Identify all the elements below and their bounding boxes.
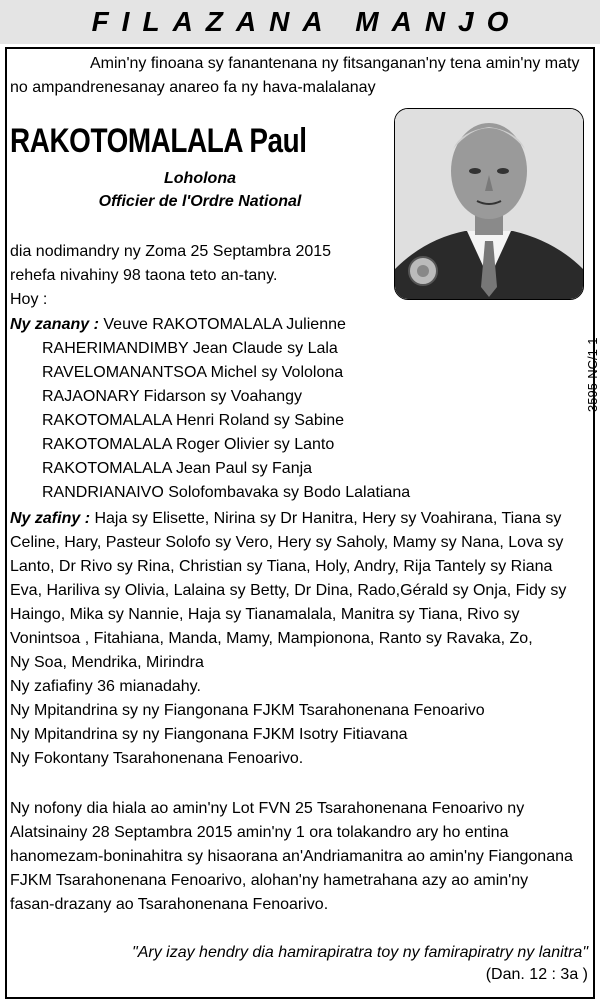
child-item: RAVELOMANANTSOA Michel sy Vololona: [42, 364, 344, 381]
grandchildren-line: [10, 507, 590, 531]
grandchildren-line: Ny Soa, Mendrika, Mirindra: [10, 654, 204, 671]
other-line: Ny Mpitandrina sy ny Fiangonana FJKM Tsarahonenana Fenoarivo: [10, 702, 485, 719]
child-item: RAKOTOMALALA Roger Olivier sy Lanto: [42, 436, 335, 453]
funeral-line: fasan-drazany ao Tsarahonenana Fenoarivo.: [10, 896, 329, 913]
deceased-title-1: Loholona: [164, 170, 236, 187]
header-title: FILAZANA MANJO: [91, 6, 522, 37]
ad-code: 3595-NC/1-1: [585, 337, 600, 412]
intro-line-1: Amin'ny finoana sy fanantenana ny fitsanganan'ny tena amin'ny maty: [90, 55, 580, 72]
child-item: RAHERIMANDIMBY Jean Claude sy Lala: [42, 340, 338, 357]
deceased-title-2: Officier de l'Ordre National: [98, 193, 302, 210]
child-item: RAKOTOMALALA Jean Paul sy Fanja: [42, 460, 313, 477]
intro-line-2: no ampandrenesanay anareo fa ny hava-malalanay: [10, 79, 376, 96]
portrait-icon: [395, 109, 583, 299]
funeral-line: Ny nofony dia hiala ao amin'ny Lot FVN 25 Tsarahonenana Fenoarivo ny: [10, 800, 525, 817]
children-first-line: [10, 313, 346, 337]
grandchildren-text: Haja sy Elisette, Nirina sy Dr Hanitra, Hery sy Voahirana, Tiana sy: [94, 510, 562, 527]
grandchildren-line: Lanto, Dr Rivo sy Rina, Christian sy Tiana, Holy, Andry, Rija Tantely sy Riana: [10, 558, 553, 575]
death-line-2: rehefa nivahiny 98 taona teto an-tany.: [10, 267, 278, 284]
grandchildren-line: Vonintsoa , Fitahiana, Manda, Mamy, Mampionona, Ranto sy Ravaka, Zo,: [10, 630, 533, 647]
child-item: RAJAONARY Fidarson sy Voahangy: [42, 388, 302, 405]
other-line: Ny zafiafiny 36 mianadahy.: [10, 678, 201, 695]
grandchildren-line: Haingo, Mika sy Nannie, Haja sy Tianamalala, Manitra sy Tiana, Rivo sy: [10, 606, 520, 623]
other-line: Ny Mpitandrina sy ny Fiangonana FJKM Isotry Fitiavana: [10, 726, 408, 743]
verse-reference: (Dan. 12 : 3a ): [485, 966, 588, 983]
children-label: Ny zanany :: [10, 316, 99, 333]
portrait-photo: [394, 108, 584, 300]
deceased-name: RAKOTOMALALA Paul: [10, 122, 307, 160]
verse-quote: "Ary izay hendry dia hamirapiratra toy ny famirapiratry ny lanitra": [132, 944, 588, 961]
death-line-3: Hoy :: [10, 291, 48, 308]
funeral-line: Alatsinainy 28 Septambra 2015 amin'ny 1 ora tolakandro ary ho entina: [10, 824, 509, 841]
header-bar: [0, 0, 600, 44]
funeral-line: FJKM Tsarahonenana Fenoarivo, alohan'ny hametrahana azy ao amin'ny: [10, 872, 529, 889]
death-line-1: dia nodimandry ny Zoma 25 Septambra 2015: [10, 243, 332, 260]
child-item: RAKOTOMALALA Henri Roland sy Sabine: [42, 412, 345, 429]
grandchildren-line: Eva, Hariliva sy Olivia, Lalaina sy Betty, Dr Dina, Rado,Gérald sy Onja, Fidy sy: [10, 582, 567, 599]
grandchildren-label: Ny zafiny :: [10, 510, 91, 527]
children-first: Veuve RAKOTOMALALA Julienne: [103, 316, 346, 333]
other-line: Ny Fokontany Tsarahonenana Fenoarivo.: [10, 750, 304, 767]
child-item: RANDRIANAIVO Solofombavaka sy Bodo Lalatiana: [42, 484, 411, 501]
grandchildren-line: Celine, Hary, Pasteur Solofo sy Vero, Hery sy Saholy, Mamy sy Nana, Lova sy: [10, 534, 564, 551]
funeral-line: hanomezam-boninahitra sy hisaorana an'Andriamanitra ao amin'ny Fiangonana: [10, 848, 573, 865]
